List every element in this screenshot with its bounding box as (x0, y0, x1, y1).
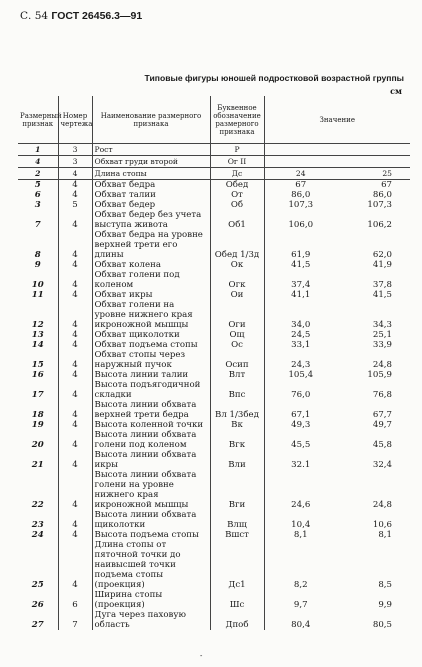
cell-code: Вли (210, 450, 264, 470)
cell-value-1: 86,0 (291, 190, 311, 200)
cell-value-1: 45,5 (291, 440, 311, 450)
table-row (18, 190, 410, 200)
fixed-rows (18, 144, 410, 180)
cell-value-2: 24,8 (372, 500, 393, 510)
cell-drawing: 4 (58, 180, 92, 191)
cell-name: Обхват бедра на уровне верхней трети его длины (92, 230, 210, 260)
cell-value-2: 107,3 (367, 200, 393, 210)
cell-name: Обхват бедер (92, 200, 210, 210)
cell-value-1: 24,5 (291, 330, 311, 340)
cell-code: Об1 (210, 210, 264, 230)
cell-value-2 (337, 144, 410, 156)
cell-drawing: 3 (58, 144, 92, 156)
cell-code: Впс (210, 380, 264, 400)
cell-sign: 22 (18, 470, 58, 510)
table-row (18, 510, 410, 530)
cell-name: Ширина стопы (проекция) (92, 590, 210, 610)
cell-drawing: 4 (58, 300, 92, 330)
cell-value-1: 24 (264, 168, 337, 180)
cell-drawing: 4 (58, 340, 92, 350)
cell-drawing: 4 (58, 470, 92, 510)
cell-code: Дс (210, 168, 264, 180)
cell-value-1 (264, 156, 337, 168)
cell-name: Высота подъема стопы (92, 530, 210, 540)
cell-name: Обхват голени на уровне нижнего края икроножной мышцы (92, 300, 210, 330)
cell-drawing: 7 (58, 610, 92, 630)
cell-name: Обхват стопы через наружный пучок (92, 350, 210, 370)
table-row (18, 330, 410, 340)
cell-name: Высота линии талии (92, 370, 210, 380)
table-row (18, 230, 410, 260)
cell-value-1: 32.1 (291, 460, 311, 470)
cell-drawing: 4 (58, 270, 92, 290)
standard-code: ГОСТ 26456.3—91 (51, 10, 143, 22)
cell-name: Длина стопы (92, 168, 210, 180)
fixed-row (18, 156, 410, 168)
cell-sign: 5 (18, 180, 58, 191)
cell-drawing: 4 (58, 420, 92, 430)
cell-code: Вшст (210, 530, 264, 540)
cell-value-1: 76,0 (291, 390, 311, 400)
cell-drawing: 3 (58, 156, 92, 168)
cell-value-2: 8,1 (378, 530, 393, 540)
cell-drawing: 4 (58, 190, 92, 200)
cell-name: Обхват талии (92, 190, 210, 200)
cell-drawing: 4 (58, 330, 92, 340)
table-row (18, 470, 410, 510)
footer-mark: - (200, 652, 203, 660)
cell-name: Обхват икры (92, 290, 210, 300)
cell-value-1: 49,3 (291, 420, 311, 430)
cell-sign: 10 (18, 270, 58, 290)
cell-code: Вги (210, 470, 264, 510)
cell-value-1: 41,5 (291, 260, 311, 270)
cell-value-2: 45,8 (372, 440, 393, 450)
cell-sign: 19 (18, 420, 58, 430)
cell-code: От (210, 190, 264, 200)
cell-sign: 4 (18, 156, 58, 168)
cell-value-1: 8,2 (293, 580, 308, 590)
cell-value-1: 80,4 (291, 620, 311, 630)
table-row (18, 370, 410, 380)
cell-drawing: 4 (58, 400, 92, 420)
unit-label: см (390, 86, 402, 96)
cell-code: Обед (210, 180, 264, 191)
cell-drawing: 4 (58, 430, 92, 450)
cell-sign: 13 (18, 330, 58, 340)
cell-drawing: 4 (58, 168, 92, 180)
cell-code: Дпоб (210, 610, 264, 630)
cell-name: Высота линии обхвата голени под коленом (92, 430, 210, 450)
table-row (18, 430, 410, 450)
cell-name: Обхват колена (92, 260, 210, 270)
cell-sign: 3 (18, 200, 58, 210)
cell-code: Вгк (210, 430, 264, 450)
table-row (18, 540, 410, 590)
cell-sign: 15 (18, 350, 58, 370)
table-row (18, 210, 410, 230)
cell-value-1: 106,0 (288, 220, 314, 230)
table-row (18, 340, 410, 350)
table-row (18, 350, 410, 370)
cell-sign: 7 (18, 210, 58, 230)
cell-code: Дс1 (210, 540, 264, 590)
cell-code: Вк (210, 420, 264, 430)
cell-drawing: 4 (58, 530, 92, 540)
table-row (18, 300, 410, 330)
cell-name: Обхват груди второй (92, 156, 210, 168)
cell-drawing: 4 (58, 380, 92, 400)
table-row (18, 590, 410, 610)
cell-name: Обхват щиколотки (92, 330, 210, 340)
cell-code: Ос (210, 340, 264, 350)
cell-value-1: 107,3 (288, 200, 314, 210)
cell-value-1: 9,7 (293, 600, 308, 610)
dimensions-table (18, 96, 410, 630)
cell-drawing: 5 (58, 200, 92, 210)
cell-name: Высота линии обхвата голени на уровне нижнего края икроножной мышцы (92, 470, 210, 510)
cell-sign: 1 (18, 144, 58, 156)
header-drawing: Номер чертежа (58, 96, 92, 144)
cell-drawing: 4 (58, 230, 92, 260)
cell-value-1: 67,1 (291, 410, 311, 420)
cell-value-2: 33,9 (372, 340, 393, 350)
table-row (18, 260, 410, 270)
table-row (18, 200, 410, 210)
cell-value-2: 105,9 (367, 370, 393, 380)
cell-value-2: 80,5 (372, 620, 393, 630)
cell-sign: 12 (18, 300, 58, 330)
cell-value-2: 8,5 (378, 580, 393, 590)
cell-code: Ог II (210, 156, 264, 168)
cell-drawing: 6 (58, 590, 92, 610)
cell-value-2: 86,0 (372, 190, 393, 200)
cell-code: Р (210, 144, 264, 156)
cell-drawing: 4 (58, 210, 92, 230)
cell-value-2: 106,2 (367, 220, 393, 230)
cell-sign: 18 (18, 400, 58, 420)
cell-value-1: 34,0 (291, 320, 311, 330)
table-title: Типовые фигуры юношей подростковой возрастной группы (144, 73, 404, 83)
table-row (18, 450, 410, 470)
cell-value-1: 67 (295, 180, 307, 190)
cell-code: Осип (210, 350, 264, 370)
cell-name: Высота коленной точки (92, 420, 210, 430)
cell-sign: 8 (18, 230, 58, 260)
cell-code: Об (210, 200, 264, 210)
cell-name: Обхват подъема стопы (92, 340, 210, 350)
cell-sign: 24 (18, 530, 58, 540)
cell-drawing: 4 (58, 540, 92, 590)
fixed-row (18, 168, 410, 180)
cell-value-2: 34,3 (372, 320, 393, 330)
cell-sign: 9 (18, 260, 58, 270)
cell-value-1: 41,1 (291, 290, 311, 300)
cell-sign: 25 (18, 540, 58, 590)
cell-value-2: 25,1 (372, 330, 393, 340)
cell-name: Высота линии обхвата верхней трети бедра (92, 400, 210, 420)
cell-value-2: 67,7 (372, 410, 393, 420)
cell-value-2 (337, 156, 410, 168)
header-name: Наименование размерного признака (92, 96, 210, 144)
table-row (18, 530, 410, 540)
table-row (18, 290, 410, 300)
cell-name: Обхват бедра (92, 180, 210, 191)
cell-code: Огк (210, 270, 264, 290)
data-rows (18, 180, 410, 631)
cell-code: Влт (210, 370, 264, 380)
cell-sign: 16 (18, 370, 58, 380)
cell-name: Высота подъягодичной складки (92, 380, 210, 400)
cell-sign: 6 (18, 190, 58, 200)
cell-sign: 11 (18, 290, 58, 300)
cell-name: Дуга через паховую область (92, 610, 210, 630)
cell-code: Влщ (210, 510, 264, 530)
table-row (18, 180, 410, 191)
cell-sign: 26 (18, 590, 58, 610)
cell-name: Высота линии обхвата икры (92, 450, 210, 470)
cell-value-1: 105,4 (288, 370, 314, 380)
cell-code: Оги (210, 300, 264, 330)
cell-drawing: 4 (58, 370, 92, 380)
cell-sign: 17 (18, 380, 58, 400)
cell-drawing: 4 (58, 260, 92, 270)
table-row (18, 380, 410, 400)
page-header (20, 10, 142, 22)
cell-value-2: 9,9 (378, 600, 393, 610)
cell-sign: 14 (18, 340, 58, 350)
cell-name: Длина стопы от пяточной точки до наивысшей точки подъема стопы (проекция) (92, 540, 210, 590)
cell-code: Шс (210, 590, 264, 610)
cell-name: Высота линии обхвата щиколотки (92, 510, 210, 530)
cell-value-1: 8,1 (293, 530, 308, 540)
cell-code: Ок (210, 260, 264, 270)
cell-value-1: 37,4 (291, 280, 311, 290)
cell-name: Обхват бедер без учета выступа живота (92, 210, 210, 230)
cell-code: Ои (210, 290, 264, 300)
cell-value-2: 37,8 (372, 280, 393, 290)
cell-value-2: 41,9 (372, 260, 393, 270)
cell-value-2: 62,0 (372, 250, 393, 260)
cell-sign: 23 (18, 510, 58, 530)
cell-value-2: 67 (381, 180, 393, 190)
cell-sign: 27 (18, 610, 58, 630)
cell-value-2: 41,5 (372, 290, 393, 300)
table-row (18, 400, 410, 420)
table-row (18, 420, 410, 430)
cell-drawing: 4 (58, 350, 92, 370)
header-code: Буквенное обозначение размерного признака (210, 96, 264, 144)
cell-value-1: 24,6 (291, 500, 311, 510)
cell-value-1: 61,9 (291, 250, 311, 260)
header-sign: Размерный признак (18, 96, 58, 144)
cell-value-2: 24,8 (372, 360, 393, 370)
table-header (18, 96, 410, 144)
table-row (18, 270, 410, 290)
cell-sign: 2 (18, 168, 58, 180)
cell-sign: 21 (18, 450, 58, 470)
cell-sign: 20 (18, 430, 58, 450)
cell-value-1: 10,4 (291, 520, 311, 530)
cell-value-1: 33,1 (291, 340, 311, 350)
cell-drawing: 4 (58, 450, 92, 470)
cell-value-1 (264, 144, 337, 156)
cell-value-2: 49,7 (372, 420, 393, 430)
cell-name: Обхват голени под коленом (92, 270, 210, 290)
cell-code: Обед 1/3д (210, 230, 264, 260)
cell-drawing: 4 (58, 290, 92, 300)
cell-code: Вл 1/3бед (210, 400, 264, 420)
cell-value-2: 25 (337, 168, 410, 180)
cell-value-2: 32,4 (372, 460, 393, 470)
cell-name: Рост (92, 144, 210, 156)
cell-value-2: 10,6 (372, 520, 393, 530)
header-value: Значение (264, 96, 410, 144)
table-row (18, 610, 410, 630)
cell-value-1: 24,3 (291, 360, 311, 370)
page-number: С. 54 (20, 10, 49, 22)
cell-drawing: 4 (58, 510, 92, 530)
cell-code: Ощ (210, 330, 264, 340)
cell-value-2: 76,8 (372, 390, 393, 400)
fixed-row (18, 144, 410, 156)
